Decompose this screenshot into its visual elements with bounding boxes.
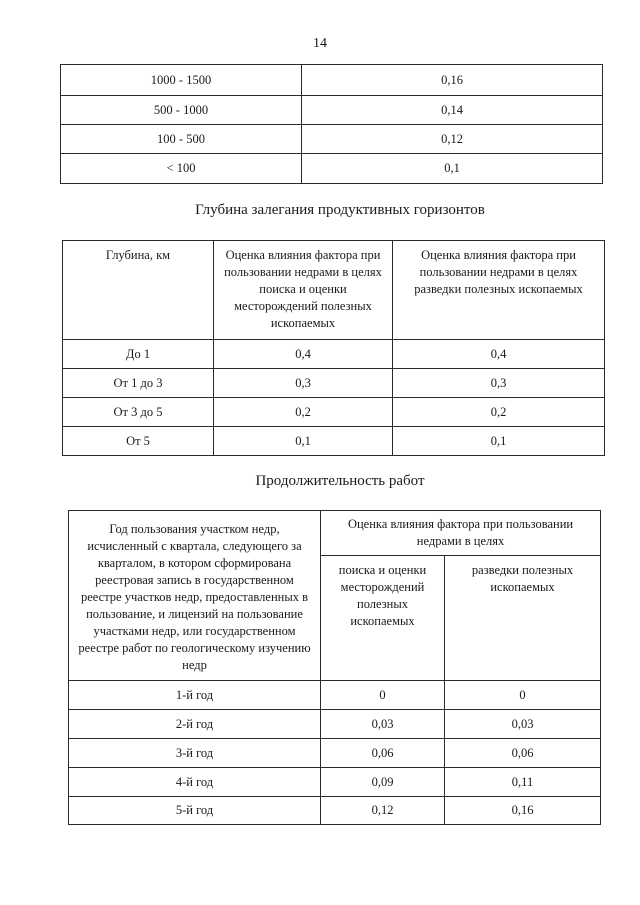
year-cell: 1-й год	[69, 681, 321, 710]
table-row	[61, 154, 603, 184]
table-row	[61, 65, 603, 96]
year-cell: 4-й год	[69, 768, 321, 797]
page-number: 14	[313, 36, 327, 51]
year-cell: 2-й год	[69, 710, 321, 739]
depth-cell: До 1	[63, 340, 214, 369]
range-cell: 500 - 1000	[61, 96, 302, 125]
table-row	[61, 96, 603, 125]
search-cell: 0	[321, 681, 445, 710]
depth-cell: От 3 до 5	[63, 398, 214, 427]
search-cell: 0,09	[321, 768, 445, 797]
exploration-cell: 0,2	[393, 398, 605, 427]
range-cell: < 100	[61, 154, 302, 184]
exploration-cell: 0,11	[445, 768, 601, 797]
table-row	[69, 768, 601, 797]
table-row	[63, 340, 605, 369]
table-row	[63, 398, 605, 427]
header-search: Оценка влияния фактора при пользовании недрами в целях поиска и оценки месторождений полезных ископаемых	[214, 241, 393, 340]
exploration-cell: 0	[445, 681, 601, 710]
search-cell: 0,03	[321, 710, 445, 739]
search-cell: 0,4	[214, 340, 393, 369]
table-row	[69, 739, 601, 768]
value-cell: 0,14	[302, 96, 603, 125]
year-cell: 5-й год	[69, 797, 321, 825]
search-cell: 0,06	[321, 739, 445, 768]
range-cell: 1000 - 1500	[61, 65, 302, 96]
header-exploration: Оценка влияния фактора при пользовании недрами в целях разведки полезных ископаемых	[393, 241, 605, 340]
exploration-cell: 0,03	[445, 710, 601, 739]
year-cell: 3-й год	[69, 739, 321, 768]
exploration-cell: 0,06	[445, 739, 601, 768]
search-cell: 0,12	[321, 797, 445, 825]
value-cell: 0,1	[302, 154, 603, 184]
table-area-factor	[60, 64, 603, 184]
exploration-cell: 0,1	[393, 427, 605, 456]
depth-cell: От 5	[63, 427, 214, 456]
value-cell: 0,16	[302, 65, 603, 96]
search-cell: 0,1	[214, 427, 393, 456]
header-row	[63, 241, 605, 340]
section-title-depth: Глубина залегания продуктивных горизонтов	[195, 202, 485, 218]
exploration-cell: 0,4	[393, 340, 605, 369]
table-row	[63, 369, 605, 398]
range-cell: 100 - 500	[61, 125, 302, 154]
header-depth: Глубина, км	[63, 241, 214, 340]
value-cell: 0,12	[302, 125, 603, 154]
header-factor: Оценка влияния фактора при пользовании недрами в целях	[321, 511, 601, 556]
search-cell: 0,2	[214, 398, 393, 427]
section-title-duration: Продолжительность работ	[255, 473, 425, 489]
header-exploration: разведки полезных ископаемых	[445, 556, 601, 681]
table-row	[63, 427, 605, 456]
table-row	[69, 681, 601, 710]
depth-cell: От 1 до 3	[63, 369, 214, 398]
table-row	[69, 710, 601, 739]
header-search: поиска и оценки месторождений полезных ископаемых	[321, 556, 445, 681]
table-duration	[68, 510, 601, 825]
header-row	[69, 511, 601, 556]
header-year: Год пользования участком недр, исчисленный с квартала, следующего за кварталом, в котором сформирована реестровая запись в государственном реестре участков недр, предоставленных в пользование, и лицензий на пользование участками недр, или государственном реестре работ по геологическому изучению недр	[69, 511, 321, 681]
exploration-cell: 0,3	[393, 369, 605, 398]
search-cell: 0,3	[214, 369, 393, 398]
table-row	[61, 125, 603, 154]
exploration-cell: 0,16	[445, 797, 601, 825]
table-depth	[62, 240, 605, 456]
table-row	[69, 797, 601, 825]
